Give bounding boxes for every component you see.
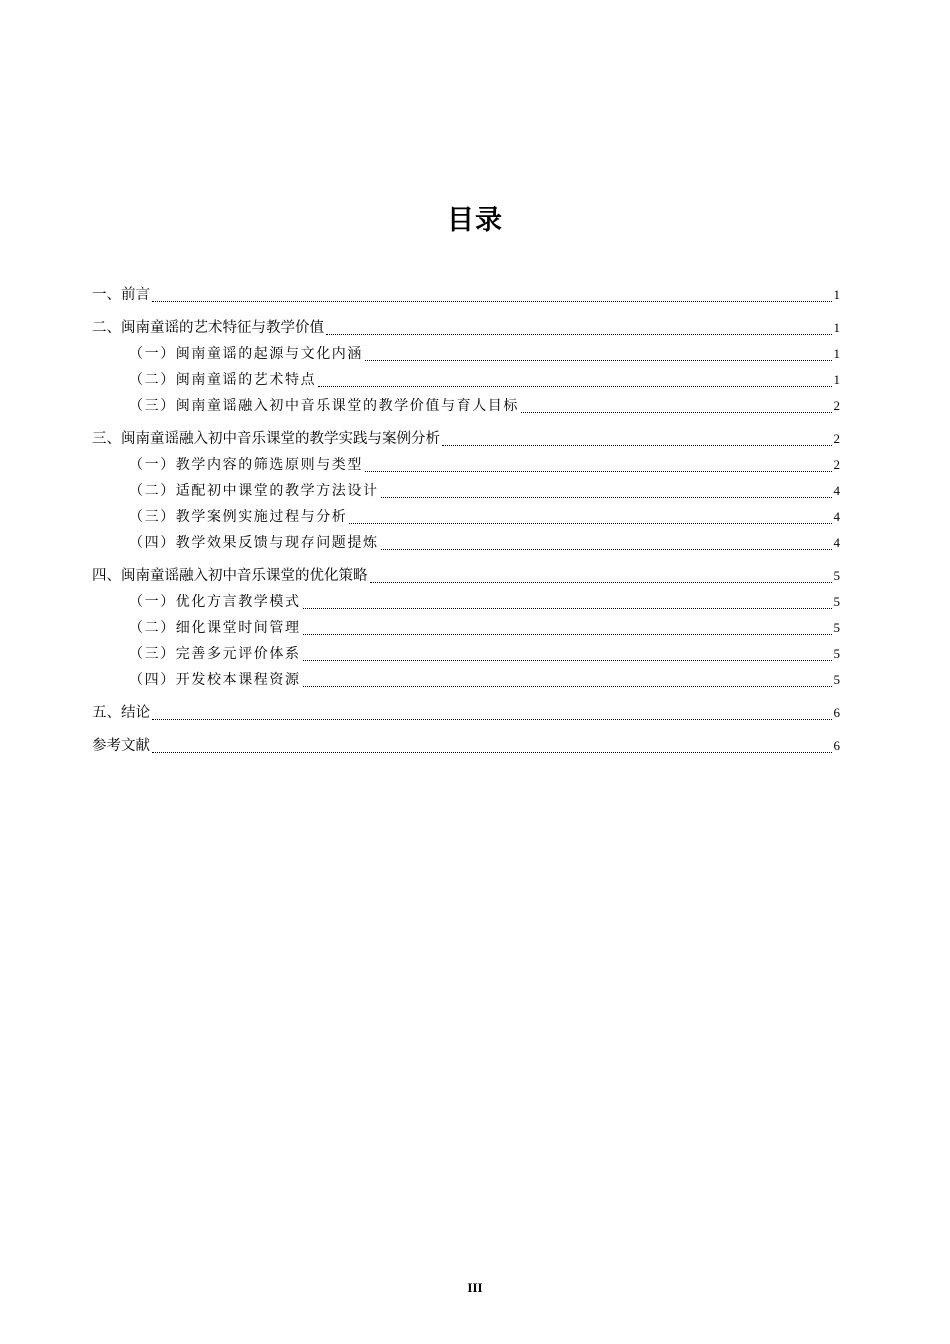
- toc-entry-subsection[interactable]: [92, 641, 840, 667]
- toc-leader-dots: [349, 505, 831, 524]
- toc-leader-dots: [303, 590, 832, 609]
- toc-entry-page-number: 6: [833, 705, 840, 720]
- toc-entry-subsection[interactable]: [92, 478, 840, 504]
- toc-entry-label: （二）适配初中课堂的教学方法设计: [129, 483, 379, 499]
- toc-leader-dots: [152, 283, 832, 302]
- toc-leader-dots: [152, 734, 832, 753]
- toc-entry-subsection[interactable]: [92, 367, 840, 393]
- toc-entry-page-number: 5: [833, 568, 840, 583]
- toc-entry-section[interactable]: [92, 563, 840, 589]
- toc-entry-label: （三）教学案例实施过程与分析: [129, 509, 348, 525]
- toc-entry-label: 五、结论: [92, 705, 150, 721]
- page-number: III: [467, 1280, 483, 1295]
- toc-entry-subsection[interactable]: [92, 615, 840, 641]
- toc-entry-label: （三）完善多元评价体系: [129, 646, 301, 662]
- toc-entry-subsection[interactable]: [92, 504, 840, 530]
- toc-entry-page-number: 1: [833, 287, 840, 302]
- toc-entry-label: （四）教学效果反馈与现存问题提炼: [129, 535, 379, 551]
- toc-entry-page-number: 6: [833, 738, 840, 753]
- toc-list: [92, 282, 840, 759]
- toc-entry-subsection[interactable]: [92, 589, 840, 615]
- toc-entry-page-number: 5: [833, 594, 840, 609]
- toc-entry-label: 四、闽南童谣融入初中音乐课堂的优化策略: [92, 568, 368, 584]
- toc-entry-subsection[interactable]: [92, 341, 840, 367]
- toc-leader-dots: [442, 427, 832, 446]
- toc-entry-page-number: 4: [833, 509, 840, 524]
- toc-entry-label: （二）闽南童谣的艺术特点: [129, 372, 317, 388]
- toc-entry-section[interactable]: [92, 315, 840, 341]
- toc-title: 目录: [447, 205, 503, 236]
- toc-entry-label: 二、闽南童谣的艺术特征与教学价值: [92, 320, 324, 336]
- toc-leader-dots: [381, 479, 832, 498]
- toc-entry-subsection[interactable]: [92, 393, 840, 419]
- toc-entry-label: （一）优化方言教学模式: [129, 594, 301, 610]
- toc-entry-section[interactable]: [92, 700, 840, 726]
- toc-entry-subsection[interactable]: [92, 530, 840, 556]
- toc-leader-dots: [521, 394, 832, 413]
- toc-entry-page-number: 1: [833, 320, 840, 335]
- toc-entry-label: （一）闽南童谣的起源与文化内涵: [129, 346, 363, 362]
- toc-entry-page-number: 4: [833, 483, 840, 498]
- toc-entry-label: （三）闽南童谣融入初中音乐课堂的教学价值与育人目标: [129, 398, 519, 414]
- toc-leader-dots: [318, 368, 831, 387]
- toc-entry-label: 一、前言: [92, 287, 150, 303]
- toc-entry-page-number: 1: [833, 372, 840, 387]
- toc-entry-section[interactable]: [92, 733, 840, 759]
- toc-entry-page-number: 4: [833, 535, 840, 550]
- toc-entry-page-number: 5: [833, 646, 840, 661]
- toc-leader-dots: [303, 616, 832, 635]
- toc-entry-subsection[interactable]: [92, 452, 840, 478]
- toc-entry-page-number: 2: [833, 431, 840, 446]
- toc-entry-label: （二）细化课堂时间管理: [129, 620, 301, 636]
- toc-leader-dots: [370, 564, 832, 583]
- toc-entry-label: 三、闽南童谣融入初中音乐课堂的教学实践与案例分析: [92, 431, 440, 447]
- toc-entry-label: 参考文献: [92, 738, 150, 754]
- toc-leader-dots: [303, 642, 832, 661]
- toc-entry-page-number: 5: [833, 672, 840, 687]
- toc-leader-dots: [365, 342, 832, 361]
- toc-leader-dots: [303, 668, 832, 687]
- toc-entry-section[interactable]: [92, 282, 840, 308]
- toc-entry-page-number: 2: [833, 457, 840, 472]
- toc-entry-page-number: 2: [833, 398, 840, 413]
- toc-leader-dots: [152, 701, 832, 720]
- toc-entry-section[interactable]: [92, 426, 840, 452]
- toc-leader-dots: [326, 316, 832, 335]
- toc-entry-subsection[interactable]: [92, 667, 840, 693]
- toc-leader-dots: [381, 531, 832, 550]
- toc-entry-page-number: 1: [833, 346, 840, 361]
- toc-entry-label: （一）教学内容的筛选原则与类型: [129, 457, 363, 473]
- toc-entry-label: （四）开发校本课程资源: [129, 672, 301, 688]
- toc-leader-dots: [365, 453, 832, 472]
- toc-entry-page-number: 5: [833, 620, 840, 635]
